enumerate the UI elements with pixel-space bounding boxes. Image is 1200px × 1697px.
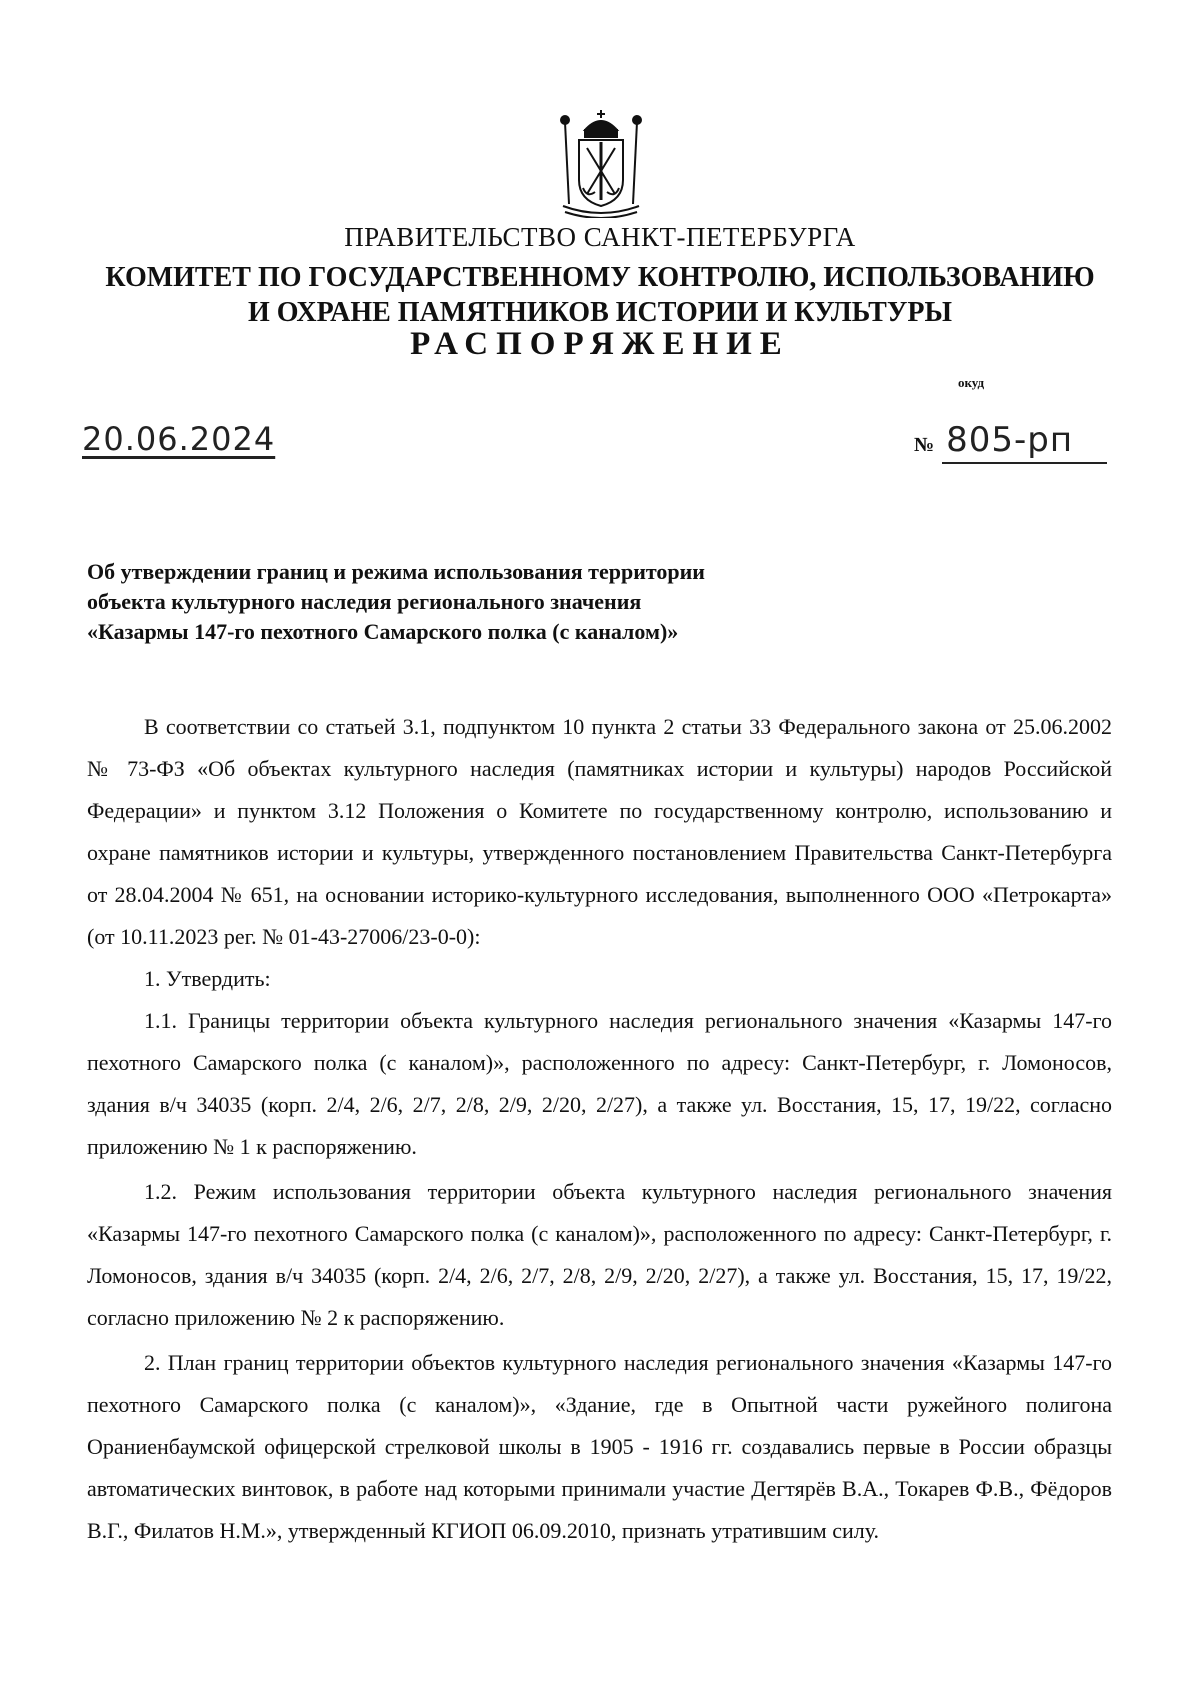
subject-line2: объекта культурного наследия регионального значения [87, 589, 642, 614]
document-type-title: РАСПОРЯЖЕНИЕ [410, 326, 790, 362]
okud-label: окуд [958, 375, 985, 390]
committee-name-line1: КОМИТЕТ ПО ГОСУДАРСТВЕННОМУ КОНТРОЛЮ, ИСПОЛЬЗОВАНИЮ [105, 262, 1095, 293]
item-1-1: 1.1. Границы территории объекта культурного наследия регионального значения «Казармы 147-го пехотного Самарского полка (с каналом)», расположенного по адресу: Санкт-Петербург, г. Ломоносов, здания в/ч 34035 (корп. 2/4, 2/6, 2/7, 2/8, 2/9, 2/20, 2/27), а также ул. Восстания, 15, 17, 19/22, согласно приложению № 1 к распоряжению. [87, 1008, 1112, 1159]
committee-name [0, 260, 1200, 330]
document-subject [87, 557, 847, 647]
coat-of-arms-icon [555, 108, 647, 218]
committee-name-line2: И ОХРАНЕ ПАМЯТНИКОВ ИСТОРИИ И КУЛЬТУРЫ [248, 297, 952, 328]
number-sign: № [914, 434, 935, 456]
document-number-line [914, 420, 1107, 464]
item-1: 1. Утвердить: [144, 966, 271, 991]
item-2: 2. План границ территории объектов культурного наследия регионального значения «Казармы 147-го пехотного Самарского полка (с каналом)», «Здание, где в Опытной части ружейного полигона Ораниенбаумской офицерской стрелковой школы в 1905 - 1916 гг. создавались первые в России образцы автоматических винтовок, в работе над которыми принимали участие Дегтярёв В.А., Токарев Ф.В., Фёдоров В.Г., Филатов Н.М.», утвержденный КГИОП 06.09.2010, признать утратившим силу. [87, 1350, 1112, 1543]
preamble-paragraph: В соответствии со статьей 3.1, подпунктом 10 пункта 2 статьи 33 Федерального закона от 25.06.2002 № 73-ФЗ «Об объектах культурного наследия (памятниках истории и культуры) народов Российской Федерации» и пунктом 3.12 Положения о Комитете по государственному контролю, использованию и охране памятников истории и культуры, утвержденного постановлением Правительства Санкт-Петербурга от 28.04.2004 № 651, на основании историко-культурного исследования, выполненного ООО «Петрокарта» (от 10.11.2023 рег. № 01-43-27006/23-0-0): [87, 714, 1112, 949]
subject-line1: Об утверждении границ и режима использования территории [87, 559, 705, 584]
subject-line3: «Казармы 147-го пехотного Самарского полка (с каналом)» [87, 619, 679, 644]
document-body [87, 706, 1112, 1552]
item-1-2: 1.2. Режим использования территории объекта культурного наследия регионального значения «Казармы 147-го пехотного Самарского полка (с каналом)», расположенного по адресу: Санкт-Петербург, г. Ломоносов, здания в/ч 34035 (корп. 2/4, 2/6, 2/7, 2/8, 2/9, 2/20, 2/27), а также ул. Восстания, 15, 17, 19/22, согласно приложению № 2 к распоряжению. [87, 1179, 1112, 1330]
government-title: ПРАВИТЕЛЬСТВО САНКТ-ПЕТЕРБУРГА [344, 222, 856, 252]
document-date: 20.06.2024 [82, 420, 276, 458]
document-number: 805-рп [942, 420, 1107, 464]
